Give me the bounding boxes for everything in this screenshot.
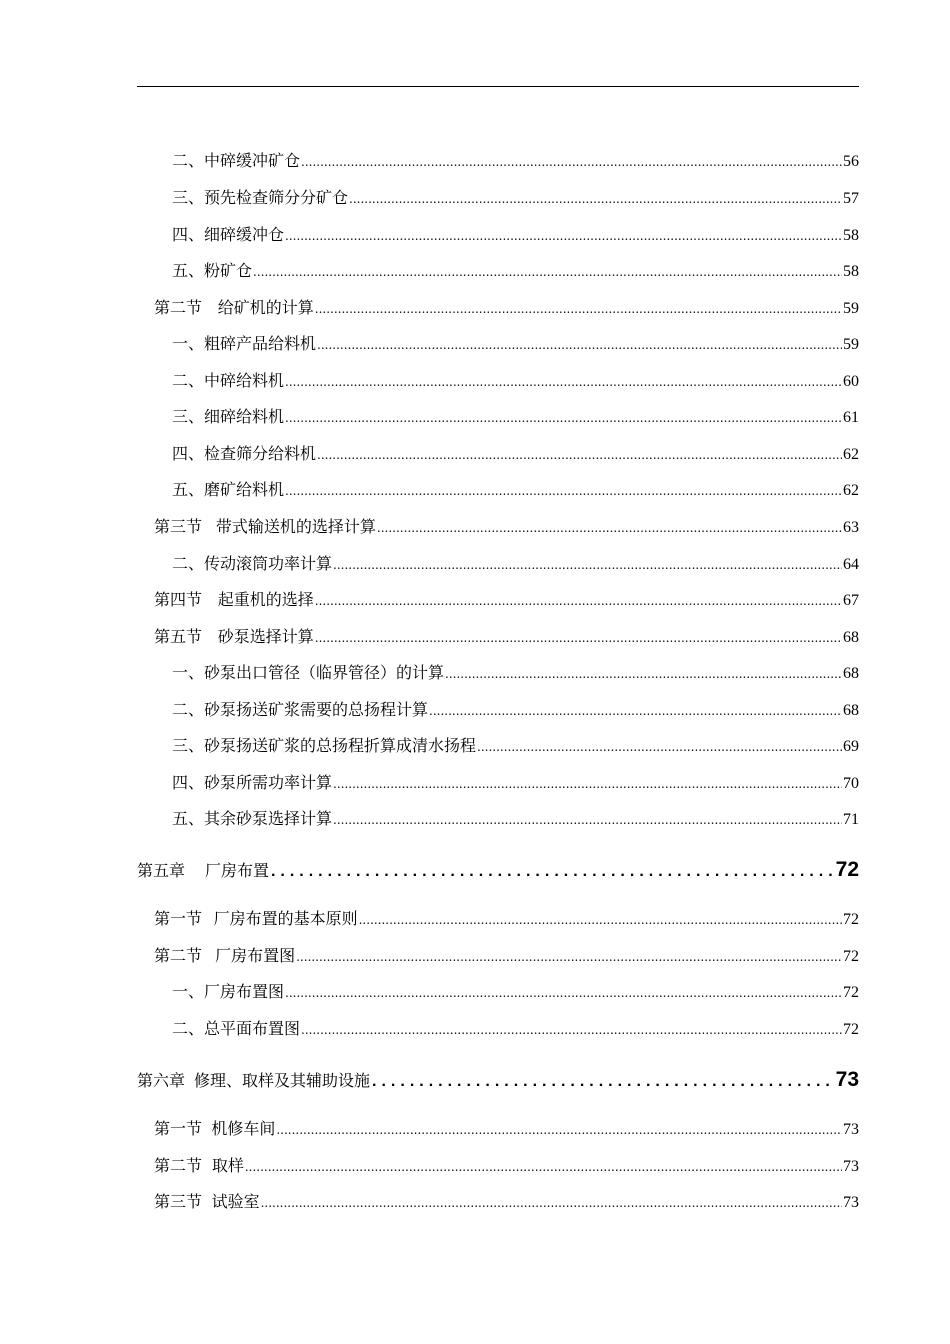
toc-entry[interactable] [172,480,859,501]
toc-page-number: 72 [843,948,859,965]
toc-page-number: 63 [843,519,859,536]
toc-entry[interactable] [172,809,859,830]
toc-entry-label: 一、厂房布置图 [172,982,285,1001]
toc-page-number: 67 [843,592,859,609]
toc-chapter-title: 修理、取样及其辅助设施 [194,1071,371,1090]
toc-leader [333,555,842,575]
toc-chapter-entry[interactable] [137,1068,859,1094]
toc-page-number: 61 [843,409,859,426]
toc-page-number: 58 [843,263,859,280]
toc-section-number: 第三节 [154,1192,203,1211]
toc-section-title: 起重机的选择 [217,590,314,609]
toc-page-number: 62 [843,446,859,463]
toc-section-entry[interactable] [154,590,859,611]
toc-entry[interactable] [172,188,859,209]
toc-section-entry[interactable] [154,1192,859,1213]
toc-leader [285,481,842,501]
toc-page-number: 71 [843,811,859,828]
toc-entry-label: 一、砂泵出口管径（临界管径）的计算 [172,663,445,682]
toc-section-title: 厂房布置图 [215,946,296,965]
toc-section-title: 机修车间 [211,1119,276,1138]
toc-leader [245,1157,842,1177]
toc-section-entry[interactable] [154,517,859,538]
toc-leader [333,810,842,830]
toc-entry-label: 五、磨矿给料机 [172,480,285,499]
toc-leader [445,664,842,684]
toc-section-title: 给矿机的计算 [217,298,314,317]
toc-leader [296,947,842,967]
toc-entry-label: 一、粗碎产品给料机 [172,334,317,353]
toc-page-number: 59 [843,300,859,317]
toc-leader [372,1070,836,1094]
toc-leader [285,983,842,1003]
toc-section-number: 第一节 [154,909,203,928]
toc-page-number: 56 [843,153,859,170]
toc-page-number: 68 [843,629,859,646]
toc-page-number: 58 [843,227,859,244]
toc-entry[interactable] [172,773,859,794]
toc-chapter-number: 第六章 [137,1071,186,1090]
header-rule [137,86,859,87]
toc-entry[interactable] [172,444,859,465]
toc-section-entry[interactable] [154,909,859,930]
toc-section-title: 厂房布置的基本原则 [213,909,358,928]
toc-leader [301,1020,842,1040]
toc-leader [315,628,842,648]
toc-leader [315,299,842,319]
toc-page-number: 60 [843,373,859,390]
toc-section-title: 取样 [211,1156,244,1175]
toc-section-number: 第四节 [154,590,203,609]
toc-chapter-number: 第五章 [137,861,186,880]
toc-entry-label: 三、细碎给料机 [172,407,285,426]
toc-leader [301,152,842,172]
toc-leader [276,1120,842,1140]
toc-leader [253,262,842,282]
toc-entry-label: 三、预先检查筛分分矿仓 [172,188,349,207]
toc-page-number: 72 [843,1021,859,1038]
toc-page-number: 72 [835,858,859,881]
toc-entry-label: 四、检查筛分给料机 [172,444,317,463]
toc-leader [333,774,842,794]
toc-page-number: 68 [843,665,859,682]
toc-leader [429,701,842,721]
toc-section-number: 第二节 [154,1156,203,1175]
toc-leader [317,335,842,355]
toc-entry[interactable] [172,371,859,392]
toc-entry-label: 二、中碎给料机 [172,371,285,390]
toc-entry-label: 四、细碎缓冲仓 [172,225,285,244]
toc-entry-label: 二、总平面布置图 [172,1019,301,1038]
toc-page-number: 73 [843,1158,859,1175]
toc-section-number: 第二节 [154,946,203,965]
toc-entry[interactable] [172,663,859,684]
toc-page-number: 59 [843,336,859,353]
toc-entry-label: 二、中碎缓冲矿仓 [172,151,301,170]
toc-page-number: 70 [843,775,859,792]
toc-chapter-title: 厂房布置 [204,861,269,880]
toc-page-number: 73 [843,1194,859,1211]
toc-chapter-entry[interactable] [137,858,859,884]
toc-page-number: 68 [843,702,859,719]
toc-leader [285,408,842,428]
toc-section-entry[interactable] [154,946,859,967]
toc-section-number: 第二节 [154,298,203,317]
toc-entry-label: 四、砂泵所需功率计算 [172,773,333,792]
toc-section-number: 第一节 [154,1119,203,1138]
toc-entry-label: 二、传动滚筒功率计算 [172,554,333,573]
toc-leader [315,591,842,611]
toc-entry[interactable] [172,1019,859,1040]
toc-page-number: 57 [843,190,859,207]
toc-leader [377,518,842,538]
toc-section-title: 带式输送机的选择计算 [215,517,376,536]
toc-page-number: 62 [843,482,859,499]
toc-section-number: 第三节 [154,517,203,536]
toc-entry[interactable] [172,407,859,428]
toc-entry[interactable] [172,225,859,246]
toc-page-number: 73 [843,1121,859,1138]
toc-section-number: 第五节 [154,627,203,646]
toc-section-title: 砂泵选择计算 [217,627,314,646]
toc-leader [349,189,842,209]
toc-page-number: 72 [843,911,859,928]
toc-leader [285,226,842,246]
toc-entry[interactable] [172,700,859,721]
toc-page-number: 69 [843,738,859,755]
toc-section-title: 试验室 [211,1192,260,1211]
toc-entry-label: 五、粉矿仓 [172,261,253,280]
toc-entry-label: 二、砂泵扬送矿浆需要的总扬程计算 [172,700,429,719]
toc-entry[interactable] [172,261,859,282]
toc-page-number: 72 [843,984,859,1001]
toc-section-entry[interactable] [154,1119,859,1140]
toc-page-number: 73 [835,1068,859,1091]
toc-leader [271,860,836,884]
toc-leader [477,737,842,757]
toc-entry[interactable] [172,982,859,1003]
toc-entry[interactable] [172,554,859,575]
toc-leader [317,445,842,465]
toc-page-number: 64 [843,556,859,573]
toc-entry[interactable] [172,151,859,172]
toc-section-entry[interactable] [154,298,859,319]
toc-leader [285,372,842,392]
toc-leader [261,1193,842,1213]
toc-entry[interactable] [172,736,859,757]
toc-section-entry[interactable] [154,1156,859,1177]
toc-entry-label: 五、其余砂泵选择计算 [172,809,333,828]
toc-leader [359,910,842,930]
toc-entry[interactable] [172,334,859,355]
toc-section-entry[interactable] [154,627,859,648]
toc-entry-label: 三、砂泵扬送矿浆的总扬程折算成清水扬程 [172,736,477,755]
